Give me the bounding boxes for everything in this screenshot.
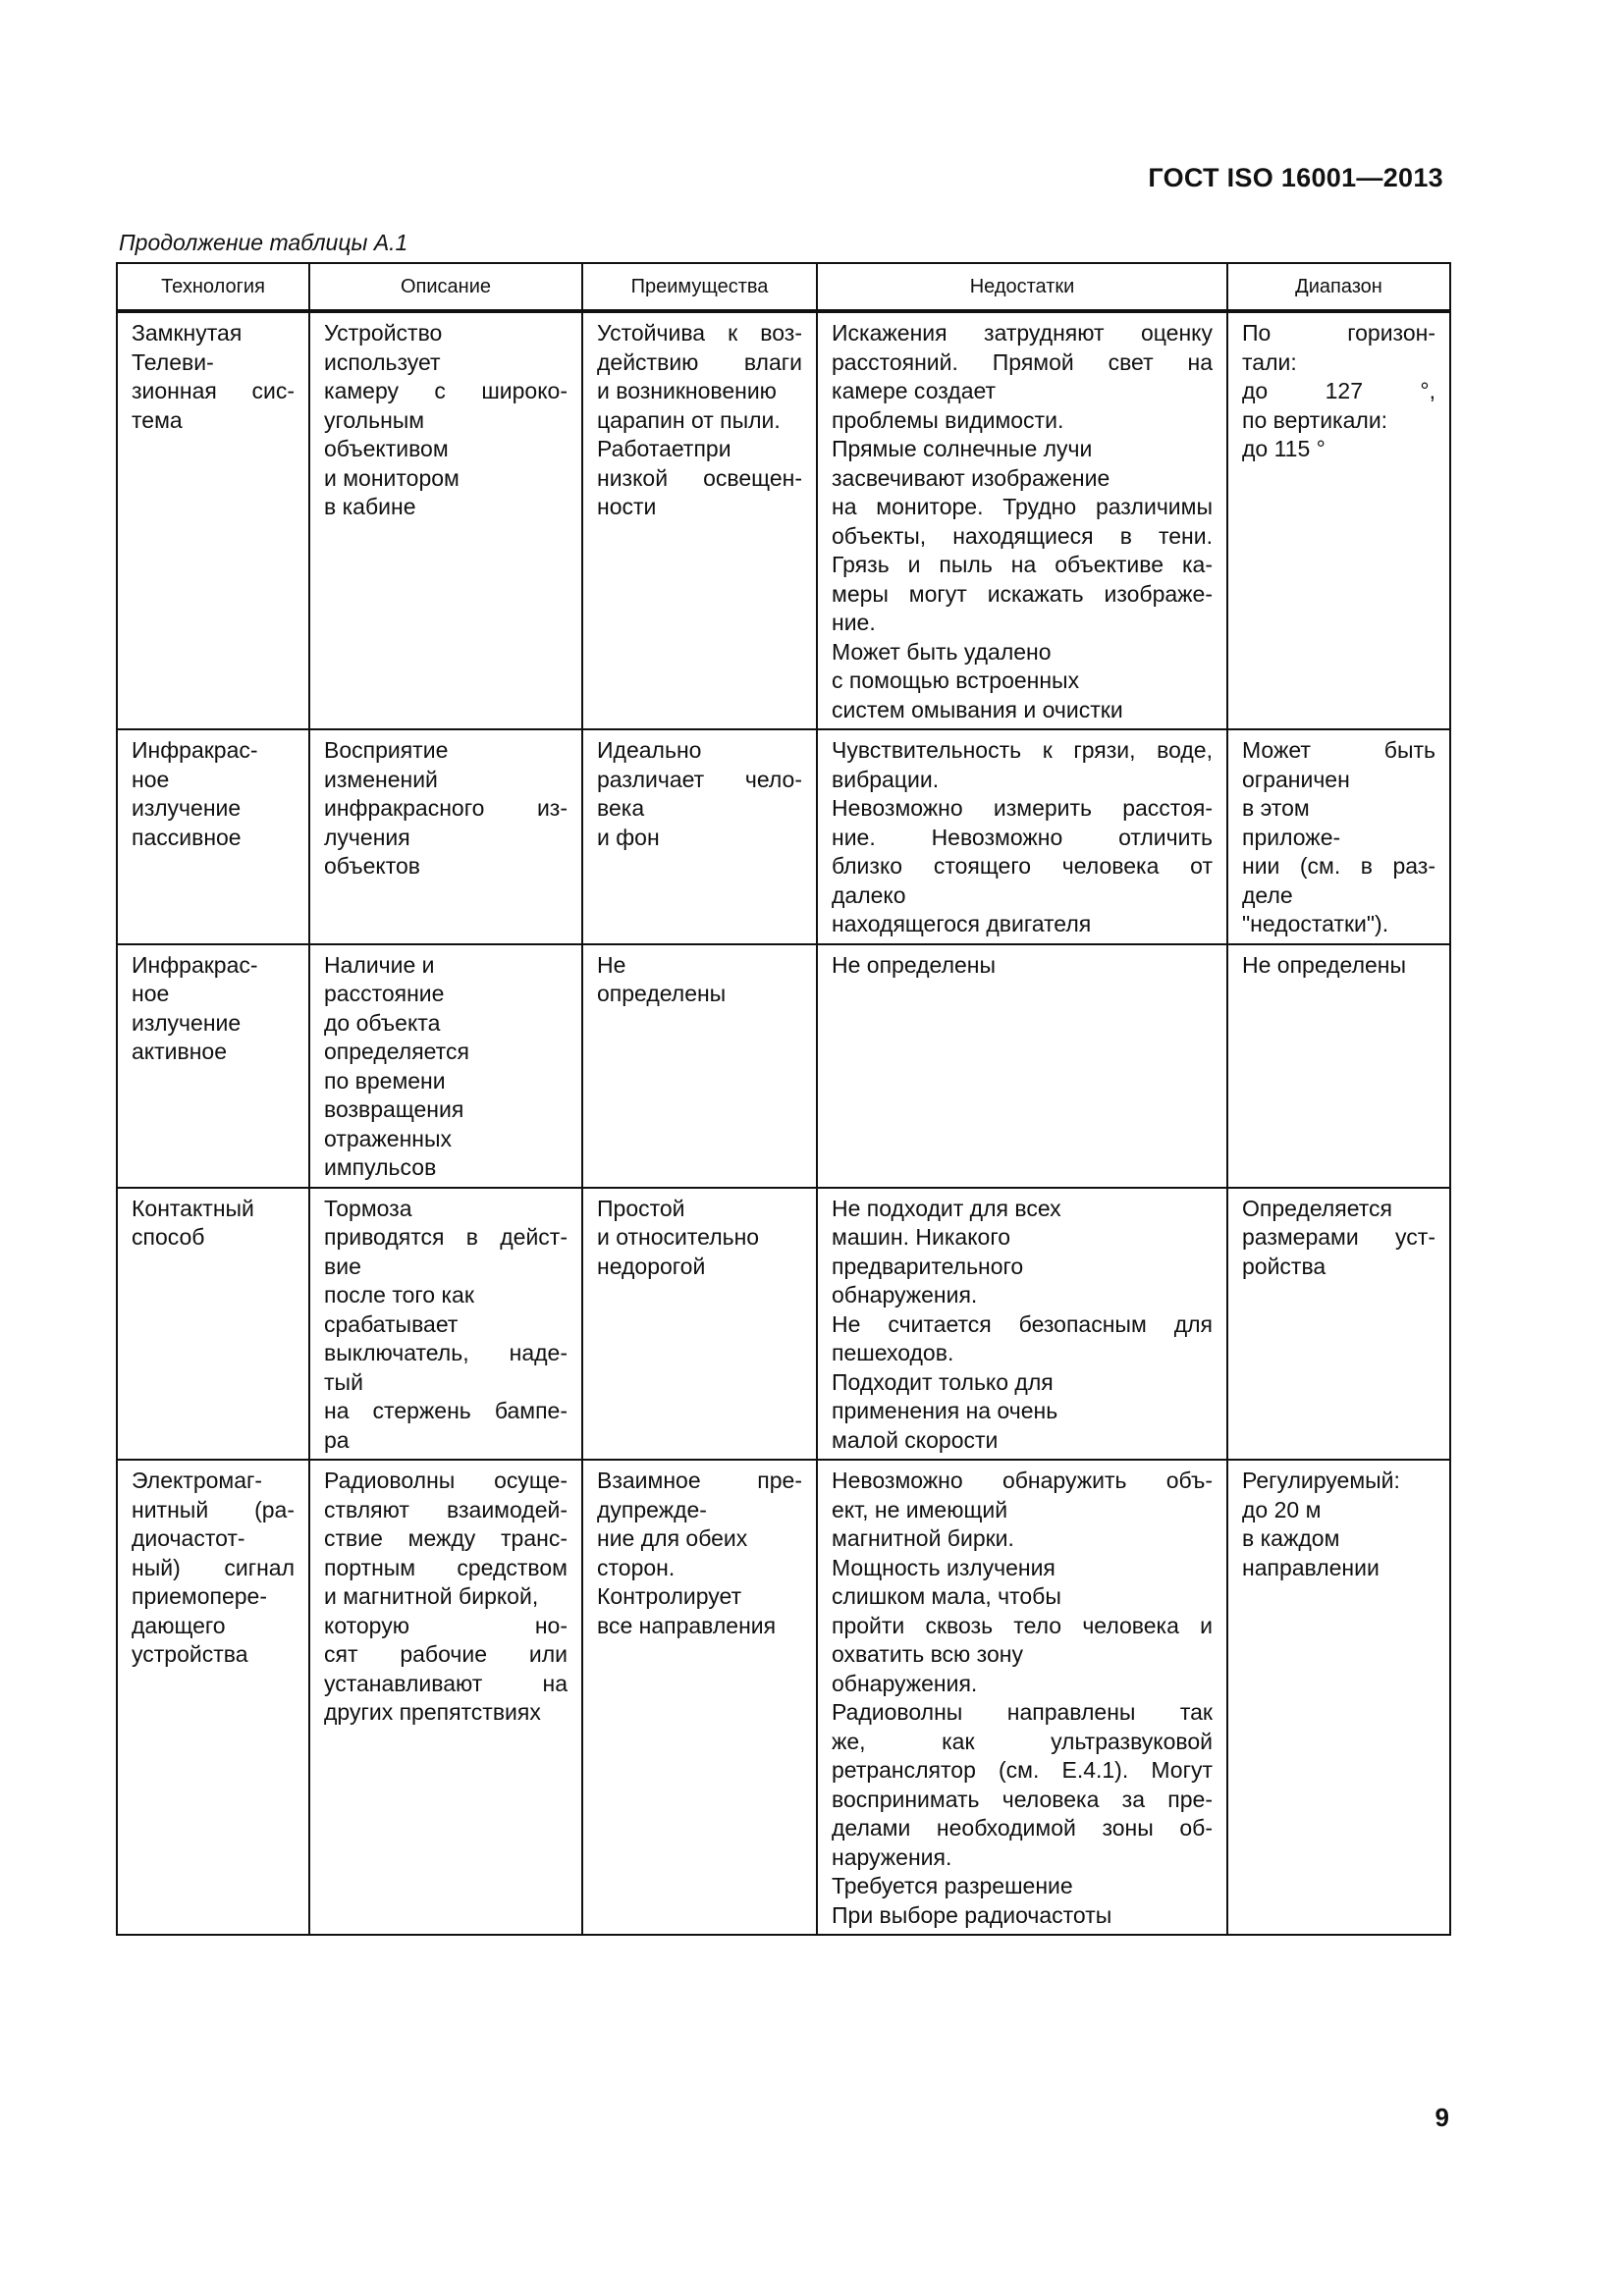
cell-technology — [117, 311, 309, 729]
cell-line: все направления — [597, 1612, 777, 1638]
cell-line: близко стоящего человека от — [832, 853, 1213, 879]
cell-line: объекты, находящиеся в тени. — [832, 522, 1213, 549]
cell-technology — [117, 1460, 309, 1935]
cell-line: нии (см. в раз- — [1242, 853, 1435, 879]
cell-line: ройства — [1242, 1253, 1326, 1279]
cell-line: ра — [324, 1426, 350, 1453]
cell-line: расстояние — [324, 981, 445, 1006]
cell-range — [1227, 311, 1450, 729]
cell-line: ние для обеих — [597, 1525, 748, 1551]
cell-line: Не — [597, 951, 626, 978]
cell-line: пешеходов. — [832, 1340, 954, 1365]
cell-line: При выборе радиочастоты — [832, 1901, 1112, 1928]
cell-line: Работаетпри — [597, 436, 731, 461]
cell-advantages — [582, 1188, 817, 1461]
cell-line: выключатель, наде- — [324, 1340, 568, 1365]
cell-line: диочастот- — [132, 1525, 245, 1551]
cell-line: вибрации. — [832, 766, 940, 792]
cell-line: воспринимать человека за пре- — [832, 1786, 1213, 1812]
cell-line: Радиоволны направлены так — [832, 1699, 1213, 1725]
cell-line: проблемы видимости. — [832, 406, 1064, 433]
cell-advantages — [582, 944, 817, 1188]
cell-line: дающего — [132, 1612, 226, 1638]
cell-line: направлении — [1242, 1554, 1380, 1580]
cell-line: в каждом — [1242, 1525, 1340, 1551]
cell-line: Инфракрас- — [132, 951, 258, 978]
page-number: 9 — [1435, 2103, 1449, 2132]
cell-line: слишком мала, чтобы — [832, 1583, 1061, 1609]
table-row — [117, 1188, 1450, 1461]
cell-line: с помощью встроенных — [832, 667, 1080, 693]
cell-line: камеру с широко- — [324, 378, 568, 403]
cell-line: на мониторе. Трудно различимы — [832, 494, 1213, 519]
cell-line: охватить всю зону — [832, 1641, 1023, 1667]
cell-range — [1227, 1460, 1450, 1935]
cell-line: Регулируемый: — [1242, 1468, 1400, 1493]
cell-line: зионная сис- — [132, 378, 295, 403]
cell-line: до 127 °, — [1242, 378, 1435, 403]
cell-line: века — [597, 795, 645, 821]
table-row — [117, 944, 1450, 1188]
column-header-range: Диапазон — [1227, 263, 1450, 311]
cell-line: Простой — [597, 1195, 685, 1221]
cell-line: находящегося двигателя — [832, 911, 1092, 936]
cell-line: Может быть — [1242, 737, 1435, 763]
cell-line: излучение — [132, 1009, 242, 1036]
data-table — [116, 262, 1451, 1936]
cell-line: и монитором — [324, 464, 460, 491]
cell-line: объектов — [324, 853, 420, 879]
cell-line: Прямые солнечные лучи — [832, 436, 1093, 461]
table-caption: Продолжение таблицы А.1 — [119, 230, 408, 255]
cell-description — [309, 1188, 582, 1461]
column-header-technology: Технология — [117, 263, 309, 311]
cell-line: объективом — [324, 436, 449, 461]
cell-line: применения на очень — [832, 1398, 1058, 1423]
cell-line: возвращения — [324, 1096, 464, 1122]
table-row — [117, 729, 1450, 944]
cell-line: изменений — [324, 766, 438, 792]
cell-line: излучение — [132, 795, 242, 821]
cell-line: наружения. — [832, 1843, 952, 1870]
cell-line: ствляют взаимодей- — [324, 1496, 568, 1522]
cell-line: же, как ультразвуковой — [832, 1728, 1213, 1754]
cell-line: действию влаги — [597, 348, 802, 375]
cell-line: Грязь и пыль на объективе ка- — [832, 552, 1213, 577]
cell-line: Взаимное пре- — [597, 1468, 802, 1493]
cell-line: магнитной бирки. — [832, 1525, 1014, 1551]
cell-line: Не определены — [1242, 951, 1407, 978]
cell-technology — [117, 729, 309, 944]
cell-line: ние. Невозможно отличить — [832, 824, 1213, 850]
cell-line: Не определены — [832, 951, 997, 978]
cell-line: устанавливают на — [324, 1670, 568, 1696]
cell-line: Контактный — [132, 1195, 254, 1221]
cell-disadvantages — [817, 1188, 1227, 1461]
cell-line: расстояний. Прямой свет на — [832, 348, 1213, 375]
cell-disadvantages — [817, 944, 1227, 1188]
cell-line: ное — [132, 766, 170, 792]
cell-range — [1227, 729, 1450, 944]
cell-line: низкой освещен- — [597, 464, 802, 491]
cell-line: приемопере- — [132, 1583, 267, 1609]
cell-line: до объекта — [324, 1009, 441, 1036]
cell-line: способ — [132, 1224, 205, 1250]
cell-line: делами необходимой зоны об- — [832, 1815, 1213, 1841]
cell-line: Искажения затрудняют оценку — [832, 320, 1213, 346]
cell-line: до 115 ° — [1242, 436, 1326, 461]
cell-line: тали: — [1242, 348, 1297, 375]
cell-line: в кабине — [324, 494, 416, 519]
cell-line: Телеви- — [132, 348, 214, 375]
cell-line: Устойчива к воз- — [597, 320, 802, 346]
cell-line: использует — [324, 348, 441, 375]
cell-line: Подходит только для — [832, 1368, 1054, 1395]
cell-line: портным средством — [324, 1554, 568, 1580]
cell-line: по времени — [324, 1067, 446, 1094]
cell-line: ности — [597, 494, 657, 519]
cell-line: до 20 м — [1242, 1496, 1322, 1522]
cell-line: Идеально — [597, 737, 702, 763]
cell-line: различает чело- — [597, 766, 802, 792]
document-header: ГОСТ ISO 16001—2013 — [1148, 163, 1443, 192]
table-row — [117, 311, 1450, 729]
cell-technology — [117, 944, 309, 1188]
cell-line: ние. — [832, 610, 876, 635]
cell-line: малой скорости — [832, 1426, 999, 1453]
cell-line: По горизон- — [1242, 320, 1435, 346]
cell-line: Может быть удалено — [832, 638, 1052, 665]
table-header-row — [117, 263, 1450, 311]
cell-line: Восприятие — [324, 737, 449, 763]
cell-line: отраженных — [324, 1125, 453, 1151]
cell-line: Определяется — [1242, 1195, 1393, 1221]
cell-line: сторон. — [597, 1554, 676, 1580]
cell-description — [309, 729, 582, 944]
cell-line: тема — [132, 406, 183, 433]
cell-line: ограничен — [1242, 766, 1350, 792]
cell-advantages — [582, 1460, 817, 1935]
cell-line: ное — [132, 981, 170, 1006]
cell-line: дупрежде- — [597, 1496, 707, 1522]
cell-line: засвечивают изображение — [832, 464, 1110, 491]
cell-line: сят рабочие или — [324, 1641, 568, 1667]
cell-line: вие — [324, 1253, 361, 1279]
cell-range — [1227, 944, 1450, 1188]
cell-line: Инфракрас- — [132, 737, 258, 763]
cell-line: срабатывает — [324, 1310, 459, 1337]
cell-line: на стержень бампе- — [324, 1398, 568, 1423]
cell-description — [309, 1460, 582, 1935]
cell-line: Замкнутая — [132, 320, 243, 346]
cell-line: в этом — [1242, 795, 1310, 821]
cell-line: пассивное — [132, 824, 242, 850]
cell-line: и возникновению — [597, 378, 777, 403]
cell-range — [1227, 1188, 1450, 1461]
cell-line: тый — [324, 1368, 363, 1395]
cell-line: и относительно — [597, 1224, 760, 1250]
cell-line: ект, не имеющий — [832, 1496, 1008, 1522]
cell-line: предварительного — [832, 1253, 1024, 1279]
cell-line: пройти сквозь тело человека и — [832, 1612, 1213, 1638]
cell-line: размерами уст- — [1242, 1224, 1435, 1250]
cell-line: импульсов — [324, 1154, 437, 1180]
cell-line: приводятся в дейст- — [324, 1224, 568, 1250]
cell-advantages — [582, 311, 817, 729]
cell-line: Контролирует — [597, 1583, 742, 1609]
table-body — [117, 311, 1450, 1935]
cell-line: Устройство — [324, 320, 443, 346]
cell-line: Не считается безопасным для — [832, 1310, 1213, 1337]
cell-disadvantages — [817, 729, 1227, 944]
cell-line: систем омывания и очистки — [832, 696, 1123, 722]
cell-line: Чувствительность к грязи, воде, — [832, 737, 1213, 763]
column-header-disadvantages: Недостатки — [817, 263, 1227, 311]
cell-technology — [117, 1188, 309, 1461]
cell-description — [309, 311, 582, 729]
cell-line: угольным — [324, 406, 425, 433]
cell-line: меры могут искажать изображе- — [832, 580, 1213, 607]
cell-line: обнаружения. — [832, 1282, 978, 1308]
cell-disadvantages — [817, 311, 1227, 729]
cell-line: определяется — [324, 1039, 469, 1064]
cell-line: нитный (ра- — [132, 1496, 295, 1522]
cell-line: ретранслятор (см. Е.4.1). Могут — [832, 1757, 1213, 1783]
cell-line: машин. Никакого — [832, 1224, 1010, 1250]
cell-line: после того как — [324, 1282, 474, 1308]
cell-line: Требуется разрешение — [832, 1873, 1073, 1898]
cell-line: ствие между транс- — [324, 1525, 568, 1551]
table-row — [117, 1460, 1450, 1935]
cell-disadvantages — [817, 1460, 1227, 1935]
cell-line: царапин от пыли. — [597, 406, 781, 433]
cell-line: камере создает — [832, 378, 997, 403]
column-header-description: Описание — [309, 263, 582, 311]
cell-line: по вертикали: — [1242, 406, 1388, 433]
cell-line: определены — [597, 981, 727, 1006]
cell-line: и магнитной биркой, — [324, 1583, 539, 1609]
cell-line: лучения — [324, 824, 410, 850]
cell-line: Не подходит для всех — [832, 1195, 1061, 1221]
cell-line: Тормоза — [324, 1195, 412, 1221]
cell-line: "недостатки"). — [1242, 911, 1389, 936]
column-header-advantages: Преимущества — [582, 263, 817, 311]
cell-line: которую но- — [324, 1612, 568, 1638]
cell-line: и фон — [597, 824, 660, 850]
cell-description — [309, 944, 582, 1188]
cell-line: других препятствиях — [324, 1699, 541, 1725]
cell-line: далеко — [832, 881, 906, 908]
cell-line: приложе- — [1242, 824, 1341, 850]
cell-line: инфракрасного из- — [324, 795, 568, 821]
cell-line: Мощность излучения — [832, 1554, 1056, 1580]
cell-line: Радиоволны осуще- — [324, 1468, 568, 1493]
cell-line: Наличие и — [324, 951, 435, 978]
cell-line: недорогой — [597, 1253, 706, 1279]
cell-line: деле — [1242, 881, 1293, 908]
cell-line: Электромаг- — [132, 1468, 263, 1493]
cell-line: Невозможно измерить расстоя- — [832, 795, 1213, 821]
cell-line: обнаружения. — [832, 1670, 978, 1696]
cell-advantages — [582, 729, 817, 944]
cell-line: Невозможно обнаружить объ- — [832, 1468, 1213, 1493]
cell-line: ный) сигнал — [132, 1554, 295, 1580]
cell-line: устройства — [132, 1641, 248, 1667]
cell-line: активное — [132, 1039, 227, 1064]
